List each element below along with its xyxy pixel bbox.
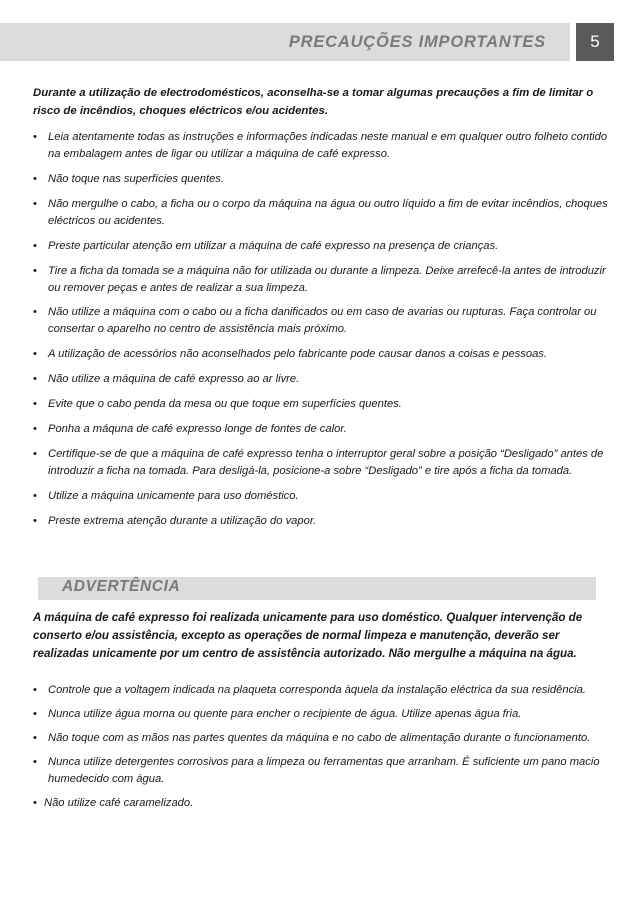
bullet-icon: • <box>33 172 37 185</box>
bullet-icon: • <box>33 131 37 143</box>
list-item <box>33 730 608 747</box>
list-item-text: Evite que o cabo penda da mesa ou que toque em superfícies quentes. <box>48 398 402 411</box>
bullet-icon: • <box>33 398 37 411</box>
list-item-text: Utilize a máquina unicamente para uso doméstico. <box>48 489 299 502</box>
list-item-text: Ponha a máquna de café expresso longe de fontes de calor. <box>48 423 347 436</box>
bullet-icon: • <box>33 756 37 768</box>
list-item-text: Não utilize a máquina com o cabo ou a ficha danificados ou em caso de avarias ou rupturas. Faça controlar ou consertar o aparelho no centro de assistência mais próximo. <box>48 306 597 336</box>
list-item-text: Controle que a voltagem indicada na plaqueta corresponda àquela da instalação eléctrica da sua residência. <box>48 684 586 696</box>
list-item-text: Não mergulhe o cabo, a ficha ou o corpo da máquina na água ou outro líquido a fim de evitar incêndios, choques eléctricos ou acidentes. <box>48 197 608 227</box>
list-item <box>33 795 608 812</box>
list-item <box>33 446 608 480</box>
list-item <box>33 238 608 255</box>
bullet-icon: • <box>33 264 37 277</box>
list-item <box>33 513 608 530</box>
list-item <box>33 304 608 338</box>
bullet-icon: • <box>33 797 37 809</box>
list-item-text: Leia atentamente todas as instruções e informações indicadas neste manual e em qualquer outro folheto contido na embalagem antes de ligar ou utilizar a máquina de café expresso. <box>48 131 608 160</box>
bullet-icon: • <box>33 447 37 460</box>
warning-title: ADVERTÊNCIA <box>62 578 181 595</box>
page-title: PRECAUÇÕES IMPORTANTES <box>288 33 546 51</box>
list-item-text: Nunca utilize detergentes corrosivos para a limpeza ou ferramentas que arranham. É suficiente um pano macio humedecido com água. <box>48 756 600 785</box>
bullet-icon: • <box>33 514 37 527</box>
bullet-icon: • <box>33 732 37 744</box>
bullet-icon: • <box>33 348 37 361</box>
bullet-icon: • <box>33 197 37 210</box>
list-item <box>33 396 608 413</box>
bullet-icon: • <box>33 684 37 696</box>
list-item <box>33 421 608 438</box>
list-item <box>33 754 608 788</box>
list-item <box>33 129 608 163</box>
list-item-text: Certifique-se de que a máquina de café expresso tenha o interruptor geral sobre a posição “Desligado” antes de introduzir a ficha na tomada. Para desligá-la, posicione-a sobre “Desligado” e tire após a ficha da tomada. <box>48 447 604 477</box>
bullet-icon: • <box>33 306 37 319</box>
list-item <box>33 346 608 363</box>
list-item-text: Preste particular atenção em utilizar a máquina de café expresso na presença de crianças. <box>48 239 499 252</box>
list-item-text: Não utilize café caramelizado. <box>44 797 194 809</box>
list-item-text: Não utilize a máquina de café expresso ao ar livre. <box>48 373 300 386</box>
bullet-icon: • <box>33 489 37 502</box>
list-item <box>33 196 608 230</box>
list-item-text: Nunca utilize água morna ou quente para encher o recipiente de água. Utilize apenas água fria. <box>48 708 522 720</box>
list-item <box>33 488 608 505</box>
bullet-icon: • <box>33 239 37 252</box>
list-item <box>33 263 608 297</box>
bullet-icon: • <box>33 423 37 436</box>
list-item <box>33 371 608 388</box>
list-item-text: Não toque com as mãos nas partes quentes da máquina e no cabo de alimentação durante o funcionamento. <box>48 732 591 744</box>
list-item-text: Preste extrema atenção durante a utilização do vapor. <box>48 514 317 527</box>
bullet-icon: • <box>33 708 37 720</box>
warning-paragraph: A máquina de café expresso foi realizada unicamente para uso doméstico. Qualquer intervenção de conserto e/ou assistência, excepto as operações de normal limpeza e manutenção, deverão ser realizadas unicamente por um centro de assistência autorizado. Não mergulhe a máquina na água. <box>33 611 583 660</box>
list-item <box>33 171 608 188</box>
intro-paragraph: Durante a utilização de electrodomésticos, aconselha-se a tomar algumas precauções a fim de limitar o risco de incêndios, choques eléctricos e/ou acidentes. <box>33 87 594 117</box>
list-item-text: Tire a ficha da tomada se a máquina não for utilizada ou durante a limpeza. Deixe arrefecê-la antes de introduzir ou remover peças e antes de realizar a sua limpeza. <box>48 264 606 294</box>
page-number: 5 <box>576 23 614 61</box>
bullet-icon: • <box>33 373 37 386</box>
list-item <box>33 706 608 723</box>
precautions-list <box>33 129 608 538</box>
list-item-text: Não toque nas superfícies quentes. <box>48 172 225 185</box>
list-item-text: A utilização de acessórios não aconselhados pelo fabricante pode causar danos a coisas e pessoas. <box>48 348 547 361</box>
list-item <box>33 682 608 699</box>
warning-list <box>33 682 608 819</box>
